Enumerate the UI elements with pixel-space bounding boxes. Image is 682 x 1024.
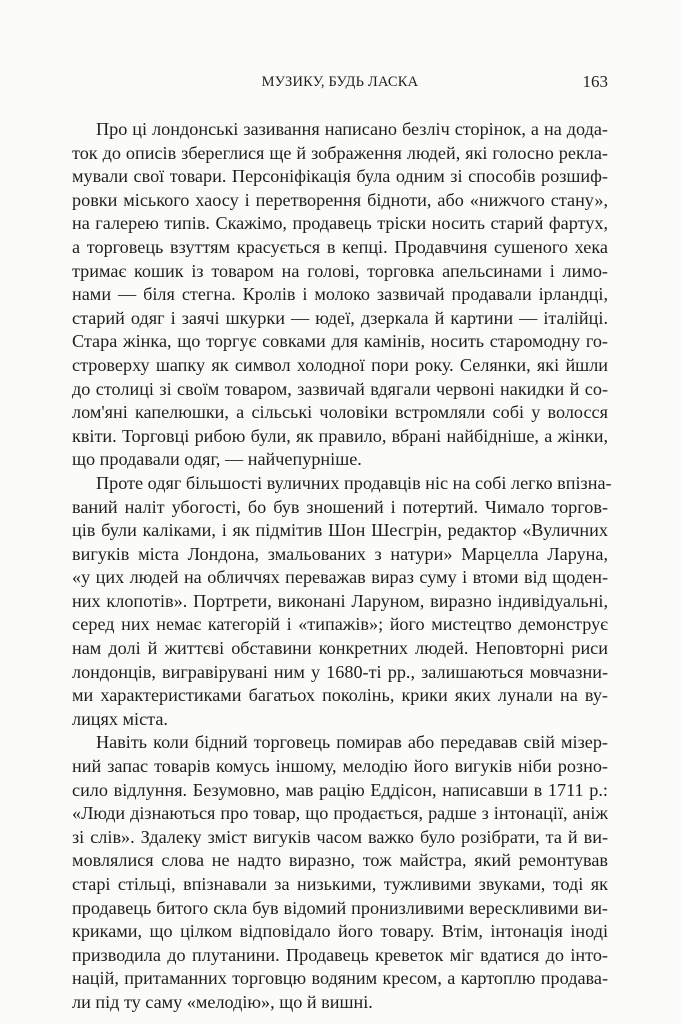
text-line: Про ці лондонські зазивання написано безліч сторінок, а на дода- [96, 119, 608, 139]
text-line: зі слів». Здалеку зміст вигуків часом важко було розібрати, та й ви- [72, 826, 608, 847]
text-line: мовлялися слова не надто виразно, тож майстра, який ремонтував [72, 850, 608, 871]
text-line: ваний наліт убогості, бо був зношений і потертий. Чимало торгов- [72, 496, 608, 517]
text-line: що продавали одяг, — найчепурніше. [72, 449, 362, 470]
running-head [72, 74, 608, 96]
text-line: на галерею типів. Скажімо, продавець тріски носить старий фартух, [72, 213, 608, 234]
text-line: нам долі й життєві обставини конкретних людей. Неповторні риси [72, 638, 608, 659]
text-line: них клопотів». Портрети, виконані Ларуном, виразно індивідуальні, [72, 590, 608, 611]
text-line: сило відлуння. Безумовно, мав рацію Еддісон, написавши в 1711 р.: [72, 779, 608, 800]
text-line: продавець битого скла був відомий пронизливими верескливими ви- [72, 897, 608, 918]
text-line: призводила до плутанини. Продавець креветок міг вдатися до інто- [72, 944, 608, 965]
text-line: нами — біля стегна. Кролів і молоко зазвичай продавали ірландці, [72, 284, 608, 305]
text-line: ли під ту саму «мелодію», що й вишні. [72, 991, 373, 1012]
text-line: до столиці зі своїм товаром, зазвичай вдягали червоні накидки й со- [72, 378, 608, 399]
text-line: ний запас товарів комусь іншому, мелодію його вигуків ніби розно- [72, 756, 608, 777]
text-line: ток до описів збереглися ще й зображення людей, які голосно рекла- [72, 142, 608, 163]
text-line: строверху шапку як символ холодної пори року. Селянки, які йшли [72, 354, 608, 375]
text-line: старі стільці, впізнавали за низькими, тужливими звуками, тоді як [72, 874, 608, 894]
running-title: МУЗИКУ, БУДЬ ЛАСКА [261, 74, 419, 90]
text-line: ровки міського хаосу і перетворення бідноти, або «нижчого стану», [72, 189, 608, 210]
paragraph-1 [72, 118, 608, 472]
paragraph-2 [72, 472, 612, 732]
text-line: а торговець взуттям красується в кепці. Продавчиня сушеного хека [72, 236, 608, 257]
text-line: Стара жінка, що торгує совками для камінів, носить старомодну го- [72, 331, 608, 352]
page-number: 163 [582, 72, 608, 91]
text-line: «Люди дізнаються про товар, що продається, радше з інтонації, аніж [72, 803, 608, 824]
text-line: мували свої товари. Персоніфікація була одним зі способів розшиф- [72, 166, 608, 187]
text-line: тримає кошик із товаром на голові, торговка апельсинами і лимо- [72, 260, 608, 281]
text-line: лицях міста. [72, 708, 168, 729]
text-line: лондонців, вигравірувані ним у 1680-ті рр., залишаються мовчазни- [72, 661, 608, 682]
text-line: квіти. Торговці рибою були, як правило, вбрані найбідніше, а жінки, [72, 425, 608, 446]
text-line: націй, притаманних торговцю водяним кресом, а картоплю продава- [72, 968, 608, 989]
paragraph-3 [72, 731, 608, 1014]
body-text [72, 118, 612, 1015]
text-line: криками, що цілком відповідало його товару. Втім, інтонація іноді [72, 921, 608, 942]
text-line: «у цих людей на обличчях переважав вираз суму і втоми від щоден- [72, 567, 608, 588]
text-line: Навіть коли бідний торговець помирав або передавав свій мізер- [96, 732, 608, 753]
text-line: старий одяг і заячі шкурки — юдеї, дзеркала й картини — італійці. [72, 307, 608, 328]
text-line: ців були каліками, і як підмітив Шон Шесгрін, редактор «Вуличних [72, 520, 608, 541]
text-line: лом'яні капелюшки, а сільські чоловіки встромляли собі у волосся [72, 402, 608, 423]
text-line: Проте одяг більшості вуличних продавців ніс на собі легко впізна- [96, 472, 612, 493]
text-line: серед них немає категорій і «типажів»; його мистецтво демонструє [72, 614, 608, 635]
text-line: вигуків міста Лондона, змальованих з натури» Марцелла Ларуна, [72, 543, 608, 564]
text-line: ми характеристиками багатьох поколінь, крики яких лунали на ву- [72, 685, 608, 706]
